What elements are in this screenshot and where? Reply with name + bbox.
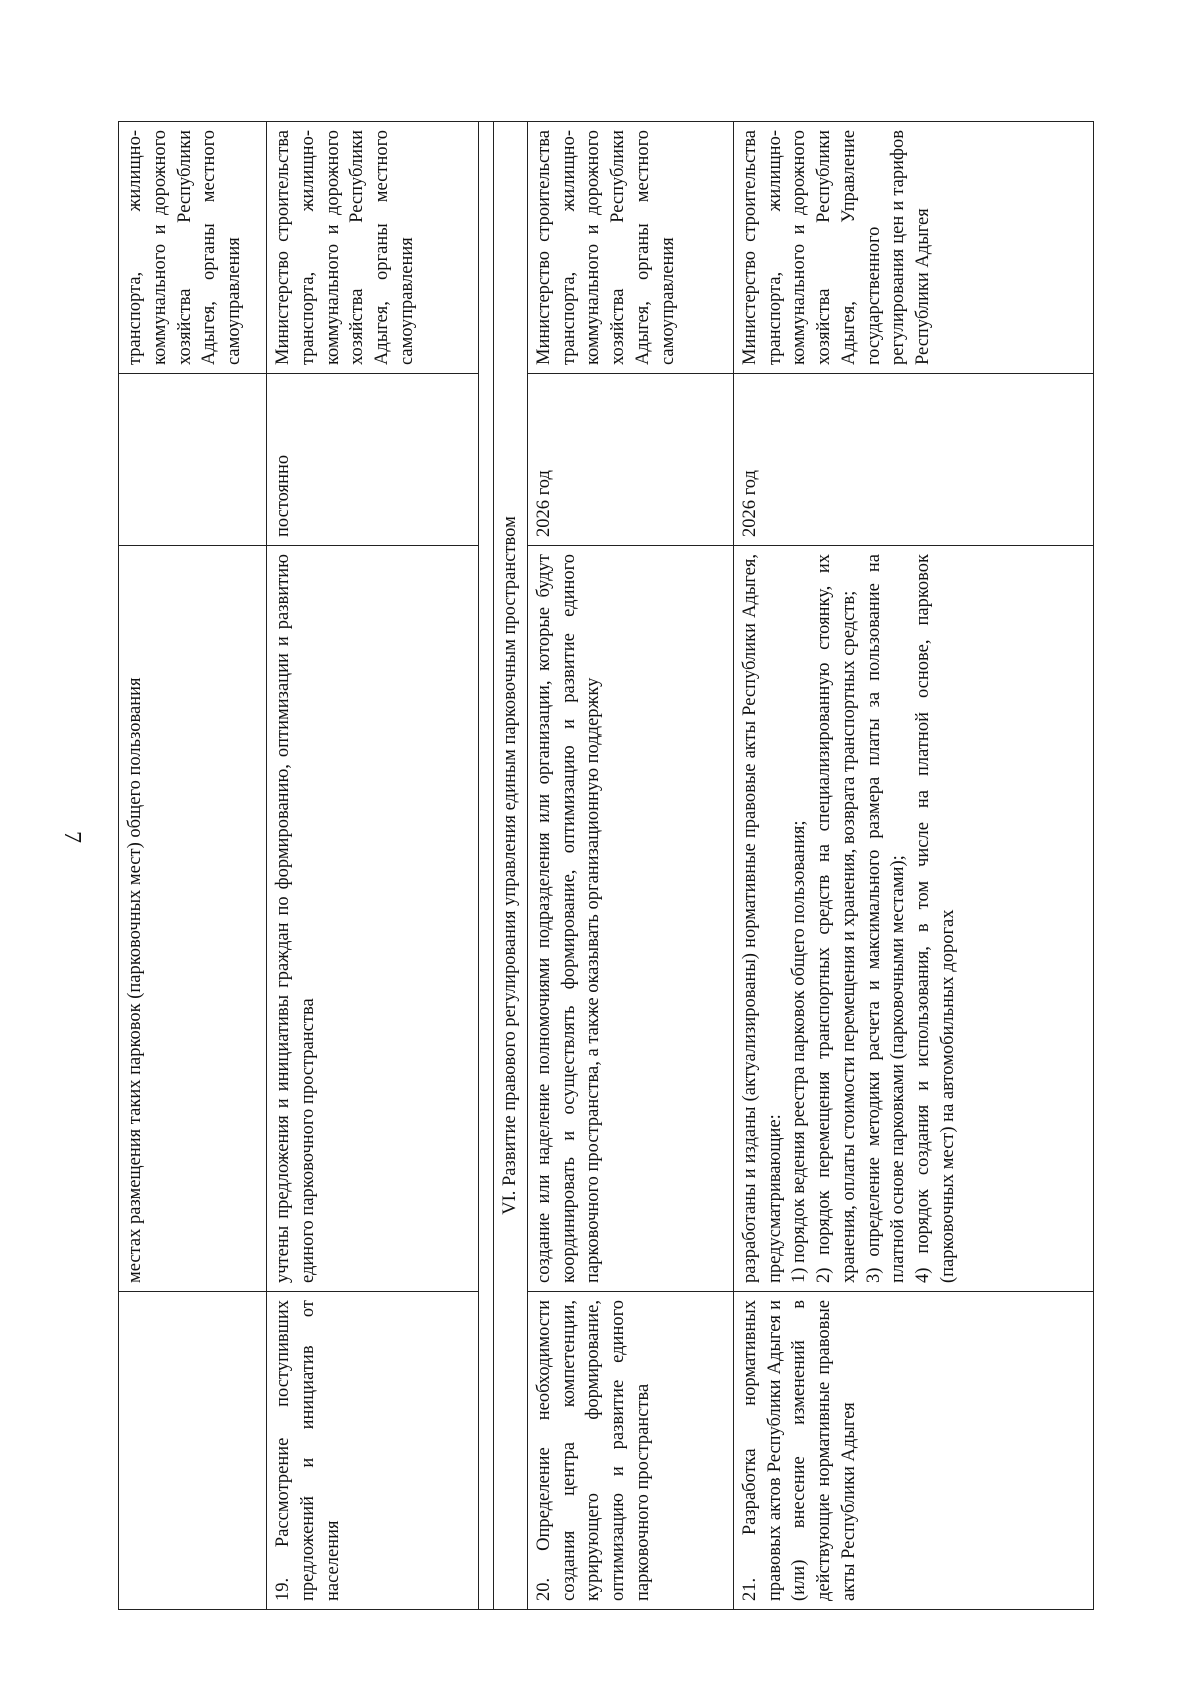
term-cell: 2026 год bbox=[527, 374, 733, 546]
section-row bbox=[494, 122, 528, 1610]
landscape-content bbox=[118, 122, 1094, 1610]
result-cell: учтены предложения и инициативы граждан по формированию, оптимизации и развитию единого парковочного пространства bbox=[267, 546, 479, 1292]
table-row bbox=[119, 122, 267, 1610]
responsible-cell: Министерство строительства транспорта, жилищно-коммунального и дорожного хозяйства Республики Адыгея, органы местного самоуправления bbox=[527, 122, 733, 374]
responsible-cell: Министерство строительства транспорта, жилищно-коммунального и дорожного хозяйства Республики Адыгея, Управление государственного регулирования цен и тарифов Республики Адыгея bbox=[733, 122, 1093, 374]
table-row bbox=[733, 122, 1093, 1610]
term-cell: 2026 год bbox=[733, 374, 1093, 546]
measures-table bbox=[118, 121, 1094, 1610]
result-item: 1) порядок ведения реестра парковок общего пользования; bbox=[789, 820, 810, 1283]
table-row bbox=[267, 122, 479, 1610]
section-title: VI. Развитие правового регулирования управления единым парковочным пространством bbox=[494, 122, 528, 1610]
result-item: 3) определение методики расчета и максимального размера платы за пользование на платной основе парковками (парковочными местами); bbox=[863, 554, 909, 1283]
measure-cell bbox=[119, 1292, 267, 1610]
responsible-cell: Министерство строительства транспорта, жилищно-коммунального и дорожного хозяйства Республики Адыгея, органы местного самоуправления bbox=[267, 122, 479, 374]
result-item: 4) порядок создания и использования, в том числе на платной основе, парковок (парковочных мест) на автомобильных дорогах bbox=[913, 554, 959, 1283]
measure-cell: 20. Определение необходимости создания центра компетенции, курирующего формирование, оптимизацию и развитие единого парковочного пространства bbox=[527, 1292, 733, 1610]
result-intro: разработаны и изданы (актуализированы) нормативные правовые акты Республики Адыгея, предусматривающие: bbox=[739, 554, 785, 1283]
row-divider bbox=[479, 122, 494, 1610]
term-cell: постоянно bbox=[267, 374, 479, 546]
result-cell: создание или наделение полномочиями подразделения или организации, которые будут координировать и осуществлять формирование, оптимизацию и развитие единого парковочного пространства, а также оказывать организационную поддержку bbox=[527, 546, 733, 1292]
term-cell bbox=[119, 374, 267, 546]
responsible-cell: транспорта, жилищно-коммунального и дорожного хозяйства Республики Адыгея, органы местного самоуправления bbox=[119, 122, 267, 374]
table-row bbox=[527, 122, 733, 1610]
result-cell bbox=[733, 546, 1093, 1292]
measure-cell: 21. Разработка нормативных правовых актов Республики Адыгея и (или) внесение изменений в действующие нормативные правовые акты Республики Адыгея bbox=[733, 1292, 1093, 1610]
result-cell: местах размещения таких парковок (парковочных мест) общего пользования bbox=[119, 546, 267, 1292]
spacer-row bbox=[479, 122, 494, 1610]
result-item: 2) порядок перемещения транспортных средств на специализированную стоянку, их хранения, оплаты стоимости перемещения и хранения, возврата транспортных средств; bbox=[814, 554, 859, 1283]
page-number: 7 bbox=[59, 831, 86, 843]
measure-cell: 19. Рассмотрение поступивших предложений и инициатив от населения bbox=[267, 1292, 479, 1610]
